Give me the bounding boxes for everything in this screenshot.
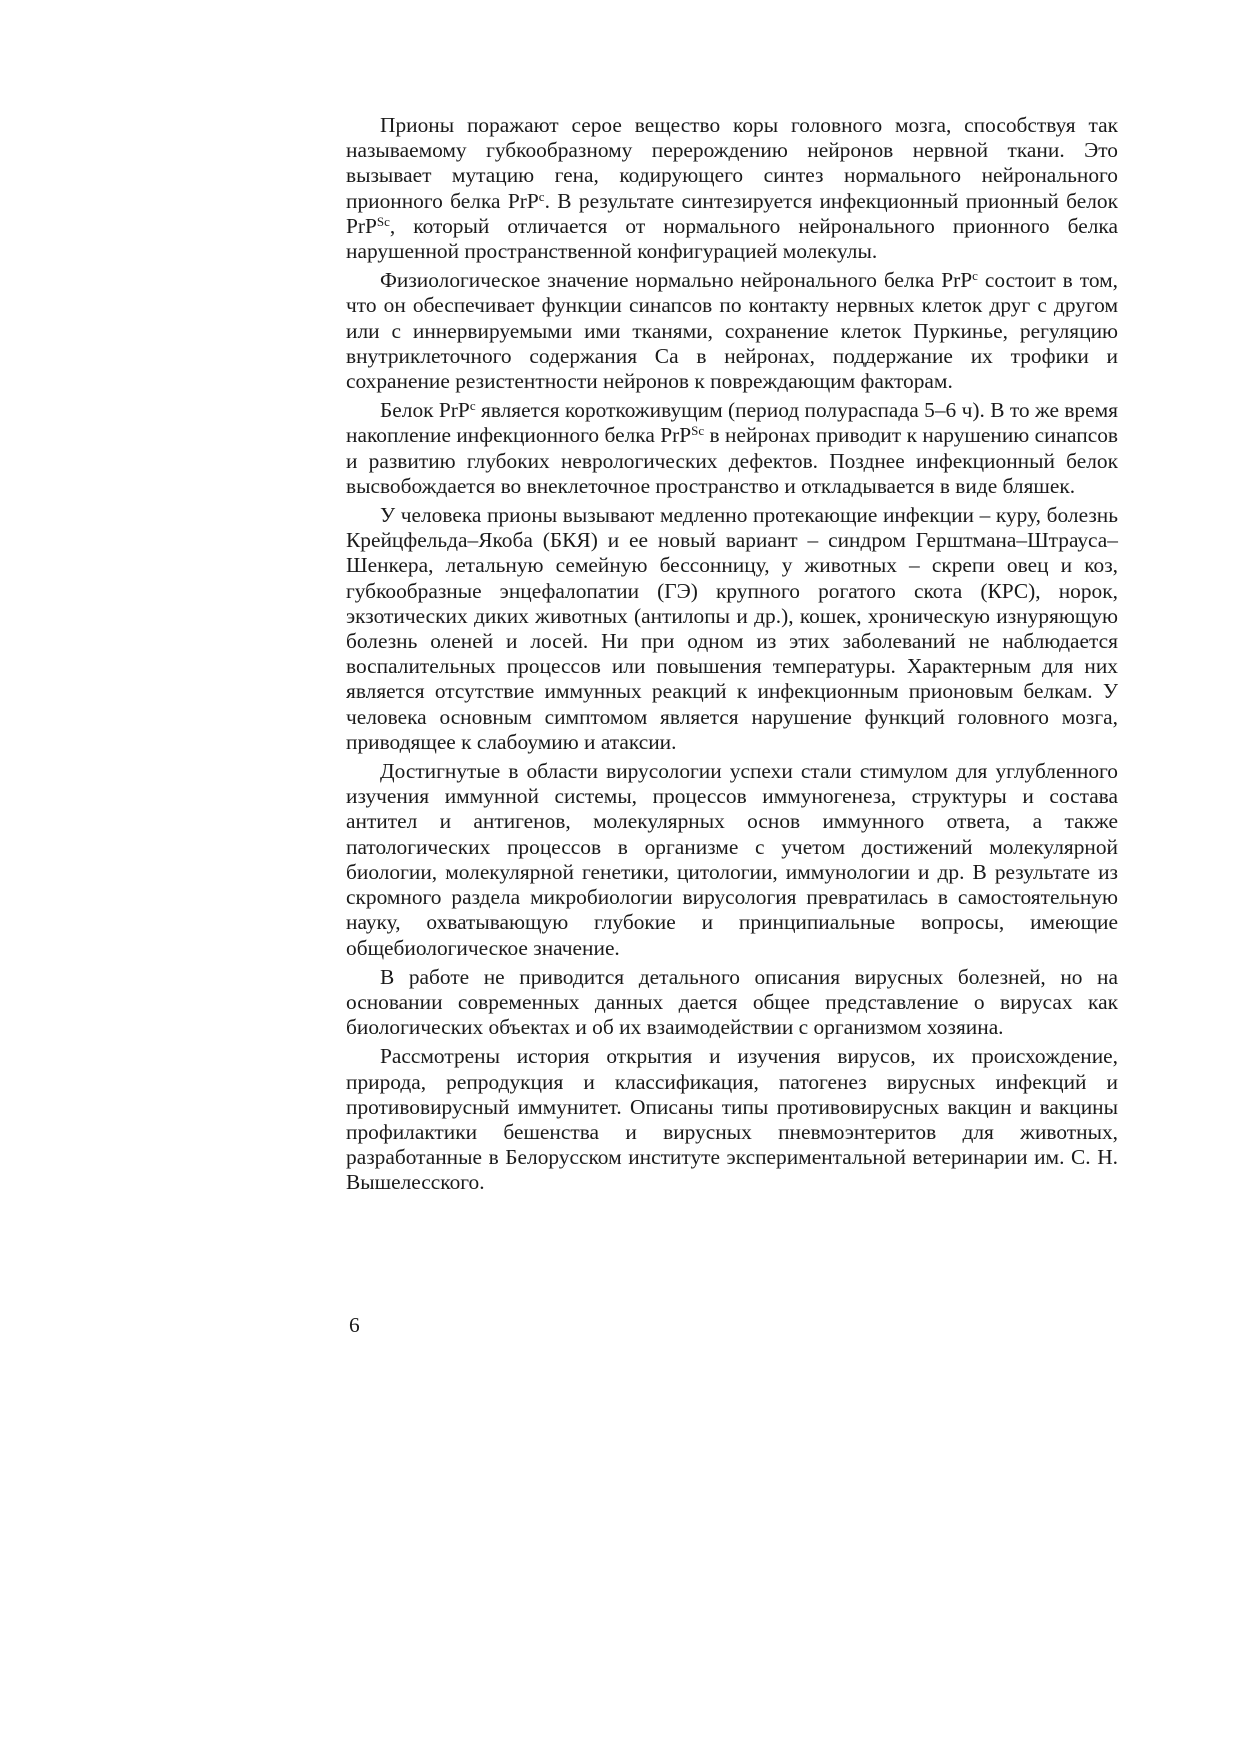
body-text xyxy=(346,113,1118,1200)
paragraph-prion-diseases: У человека прионы вызывают медленно протекающие инфекции – куру, болезнь Крейцфельда–Якоба (БКЯ) и ее новый вариант – синдром Герштмана–Штрауса–Шенкера, летальную семейную бессонницу, у животных – скрепи овец и коз, губкообразные энцефалопатии (ГЭ) крупного рогатого скота (КРС), норок, экзотических диких животных (антилопы и др.), кошек, хроническую изнуряющую болезнь оленей и лосей. Ни при одном из этих заболеваний не наблюдается воспалительных процессов или повышения температуры. Характерным для них является отсутствие иммунных реакций к инфекционным прионовым белкам. У человека основным симптомом является нарушение функций головного мозга, приводящее к слабоумию и атаксии. xyxy=(346,503,1118,754)
paragraph-prions-gray-matter: Прионы поражают серое вещество коры головного мозга, способствуя так называемому губкообразному перерождению нейронов нервной ткани. Это вызывает мутацию гена, кодирующего синтез нормального нейронального прионного белка PrP$^c$. В результате синтезируется инфекционный прионный белок PrP$^{Sc}$, который отличается от нормального нейронального прионного белка нарушенной пространственной конфигурацией молекулы. xyxy=(346,113,1118,264)
paragraph-physiological-role: Физиологическое значение нормально нейронального белка PrP$^c$ состоит в том, что он обеспечивает функции синапсов по контакту нервных клеток друг с другом или с иннервируемыми ими тканями, сохранение клеток Пуркинье, регуляцию внутриклеточного содержания Са в нейронах, поддержание их трофики и сохранение резистентности нейронов к повреждающим факторам. xyxy=(346,268,1118,394)
paragraph-topics-covered: Рассмотрены история открытия и изучения вирусов, их происхождение, природа, репродукция и классификация, патогенез вирусных инфекций и противовирусный иммунитет. Описаны типы противовирусных вакцин и вакцины профилактики бешенства и вирусных пневмоэнтеритов для животных, разработанные в Белорусском институте экспериментальной ветеринарии им. С. Н. Вышелесского. xyxy=(346,1044,1118,1195)
page-number: 6 xyxy=(349,1313,360,1337)
paragraph-virology-advances: Достигнутые в области вирусологии успехи стали стимулом для углубленного изучения иммунной системы, процессов иммуногенеза, структуры и состава антител и антигенов, молекулярных основ иммунного ответа, а также патологических процессов в организме с учетом достижений молекулярной биологии, молекулярной генетики, цитологии, иммунологии и др. В результате из скромного раздела микробиологии вирусология превратилась в самостоятельную науку, охватывающую глубокие и принципиальные вопросы, имеющие общебиологическое значение. xyxy=(346,759,1118,960)
paragraph-short-lived-protein: Белок PrP$^c$ является короткоживущим (период полураспада 5–6 ч). В то же время накопление инфекционного белка PrP$^{Sc}$ в нейронах приводит к нарушению синапсов и развитию глубоких неврологических дефектов. Позднее инфекционный белок высвобождается во внеклеточное пространство и откладывается в виде бляшек. xyxy=(346,398,1118,498)
paragraph-work-scope: В работе не приводится детального описания вирусных болезней, но на основании современных данных дается общее представление о вирусах как биологических объектах и об их взаимодействии с организмом хозяина. xyxy=(346,964,1118,1040)
